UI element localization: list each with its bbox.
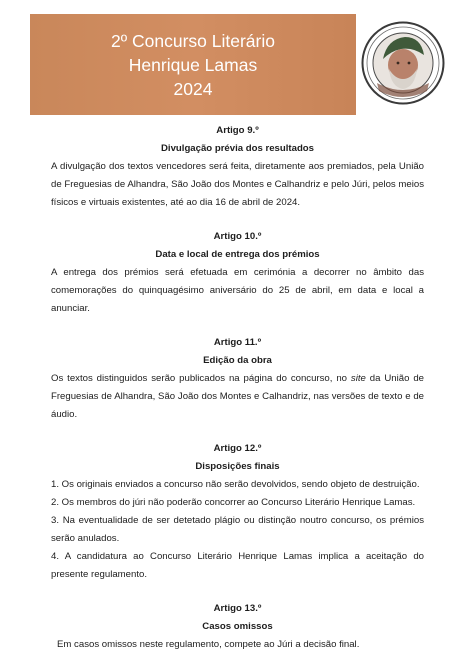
article-9-number: Artigo 9.º [216,125,259,136]
article-13-paragraph: Em casos omissos neste regulamento, compete ao Júri a decisão final. [57,639,360,650]
article-11-number: Artigo 11.º [213,337,262,348]
article-10-title: Data e local de entrega dos prémios [155,249,320,260]
article-11-text-end: da União de Freguesias de Alhandra, São João dos Montes e Calhandriz, nas versões de texto e de áudio. [51,373,425,420]
regulation-text [51,122,424,654]
article-12-number: Artigo 12.º [213,443,262,454]
banner-year: 2024 [173,78,213,99]
article-12-item-3: 3. Na eventualidade de ser detetado plágio ou distinção noutro concurso, os prémios serão anulados. [51,515,424,544]
article-11-title: Edição da obra [203,355,272,366]
article-12-item-2: 2. Os membros do júri não poderão concorrer ao Concurso Literário Henrique Lamas. [51,497,416,508]
article-9-title: Divulgação prévia dos resultados [160,143,315,154]
article-11-paragraph [51,370,424,424]
article-10-paragraph: A entrega dos prémios será efetuada em cerimónia a decorrer no âmbito das comemorações do quinquagésimo aniversário do 25 de abril, em data e local a anunciar. [51,267,424,314]
article-9-paragraph: A divulgação dos textos vencedores será feita, diretamente aos premiados, pela União de Freguesias de Alhandra, São João dos Montes e Calhandriz e pelo Júri, pelos meios físicos e virtuais existentes, até ao dia 16 de abril de 2024. [51,161,424,208]
portrait-seal-icon [361,21,445,105]
article-12-title: Disposições finais [195,461,280,472]
banner-title-line-1: 2º Concurso Literário [111,30,275,51]
article-11-site-word: site [350,373,366,384]
article-13-title: Casos omissos [202,621,273,632]
article-12-item-4: 4. A candidatura ao Concurso Literário Henrique Lamas implica a aceitação do presente regulamento. [51,551,424,580]
article-13-number: Artigo 13.º [213,603,262,614]
banner-title-line-2: Henrique Lamas [128,54,258,75]
title-banner [30,14,356,115]
article-10-number: Artigo 10.º [213,231,262,242]
article-11-text-start: Os textos distinguidos serão publicados na página do concurso, no [51,373,351,384]
article-12-item-1: 1. Os originais enviados a concurso não serão devolvidos, sendo objeto de destruição. [51,479,420,490]
